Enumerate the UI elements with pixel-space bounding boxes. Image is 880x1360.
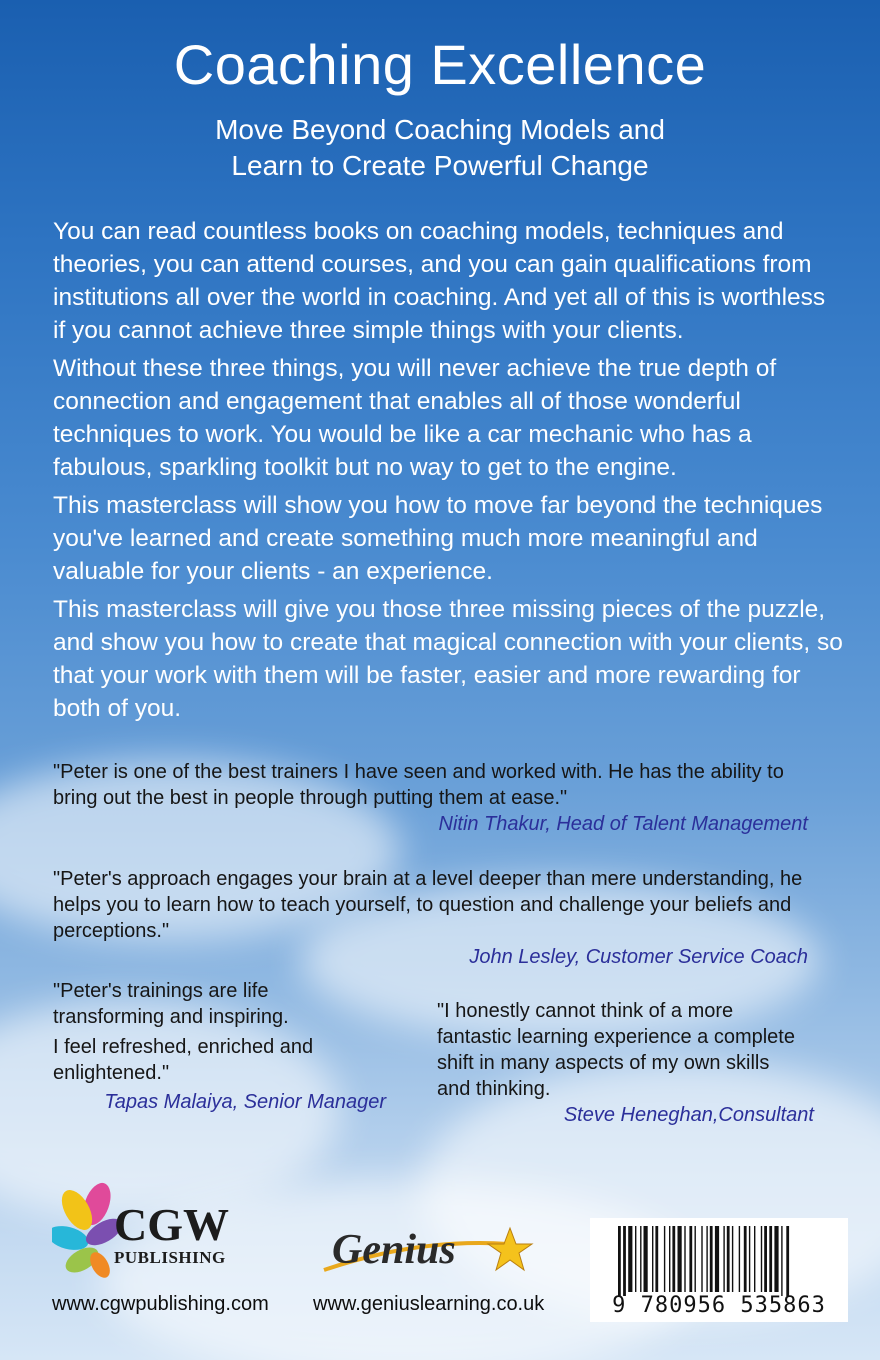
barcode-bar bbox=[781, 1226, 782, 1296]
description-paragraph: Without these three things, you will never achieve the true depth of connection and engagement that enables all of those wonderful techniques to work. You would be like a car mechanic who has a fabulous, sparkling toolkit but no way to get to the engine. bbox=[53, 355, 777, 481]
barcode-bars bbox=[618, 1226, 838, 1296]
flower-icon bbox=[52, 1180, 122, 1290]
barcode-bar bbox=[786, 1226, 789, 1296]
testimonial-quote: "I honestly cannot think of a more fantastic learning experience a complete shift in many aspects of my own skills and thinking. bbox=[437, 1000, 795, 1100]
cgw-logo-subtext: PUBLISHING bbox=[114, 1248, 226, 1267]
barcode-bar bbox=[706, 1226, 707, 1292]
barcode-bar bbox=[684, 1226, 685, 1292]
description-paragraph: This masterclass will show you how to move far beyond the techniques you've learned and create something much more meaningful and valuable for your clients - an experience. bbox=[53, 492, 823, 585]
barcode-bar bbox=[623, 1226, 626, 1296]
barcode-bar bbox=[689, 1226, 692, 1292]
publisher-url: www.cgwpublishing.com bbox=[52, 1293, 269, 1315]
barcode-bar bbox=[749, 1226, 750, 1292]
testimonial-attribution: John Lesley, Customer Service Coach bbox=[469, 946, 808, 968]
barcode-bar bbox=[732, 1226, 733, 1292]
testimonial-quote: I feel refreshed, enriched and enlightened." bbox=[53, 1036, 314, 1084]
isbn-number: 9 780956 535863 bbox=[612, 1293, 826, 1318]
book-title: Coaching Excellence bbox=[173, 33, 707, 96]
barcode-bar bbox=[739, 1226, 740, 1292]
isbn-barcode bbox=[590, 1218, 848, 1322]
barcode-bar bbox=[701, 1226, 702, 1292]
description-paragraph: You can read countless books on coaching models, techniques and theories, you can attend courses, and you can gain qualifications from institutions all over the world in coaching. And yet all of this is worthless if you cannot achieve three simple things with your clients. bbox=[53, 218, 826, 344]
description-paragraph: This masterclass will give you those three missing pieces of the puzzle, and show you how to create that magical connection with your clients, so that your work with them will be faster, easier and more rewarding for both of you. bbox=[53, 596, 843, 722]
barcode-bar bbox=[678, 1226, 682, 1292]
barcode-bar bbox=[769, 1226, 772, 1292]
testimonial-attribution: Tapas Malaiya, Senior Manager bbox=[104, 1091, 386, 1113]
barcode-bar bbox=[640, 1226, 641, 1292]
subtitle-line-2: Learn to Create Powerful Change bbox=[231, 150, 649, 181]
barcode-bar bbox=[710, 1226, 713, 1292]
testimonial-attribution: Steve Heneghan,Consultant bbox=[563, 1104, 814, 1126]
partner-url: www.geniuslearning.co.uk bbox=[313, 1293, 545, 1315]
barcode-bar bbox=[672, 1226, 675, 1292]
barcode-bar bbox=[655, 1226, 658, 1292]
cgw-publishing-logo bbox=[52, 1180, 242, 1290]
testimonial-block bbox=[53, 978, 373, 1086]
testimonial-quote: "Peter's trainings are life transforming and inspiring. bbox=[53, 980, 289, 1028]
barcode-bar bbox=[695, 1226, 696, 1292]
barcode-bar bbox=[764, 1226, 767, 1292]
barcode-bar bbox=[761, 1226, 762, 1292]
barcode-bar bbox=[618, 1226, 621, 1296]
cgw-logo-text: CGW bbox=[114, 1199, 229, 1250]
barcode-bar bbox=[754, 1226, 755, 1292]
barcode-bar bbox=[628, 1226, 632, 1292]
subtitle-line-1: Move Beyond Coaching Models and bbox=[215, 114, 665, 145]
barcode-bar bbox=[652, 1226, 653, 1292]
barcode-bar bbox=[723, 1226, 724, 1292]
barcode-bar bbox=[744, 1226, 747, 1292]
barcode-bar bbox=[669, 1226, 670, 1292]
genius-logo bbox=[318, 1218, 538, 1288]
barcode-bar bbox=[715, 1226, 719, 1292]
barcode-bar bbox=[774, 1226, 778, 1292]
barcode-bar bbox=[664, 1226, 665, 1292]
barcode-bar bbox=[635, 1226, 636, 1292]
testimonial-quote: "Peter's approach engages your brain at a level deeper than mere understanding, he helps you to learn how to teach yourself, to question and challenge your beliefs and perceptions." bbox=[53, 868, 803, 942]
testimonial-attribution: Nitin Thakur, Head of Talent Management bbox=[438, 813, 808, 835]
barcode-bar bbox=[727, 1226, 730, 1292]
testimonial-quote: "Peter is one of the best trainers I have seen and worked with. He has the ability to bring out the best in people through putting them at ease." bbox=[53, 761, 784, 809]
genius-logo-text: Genius bbox=[332, 1227, 456, 1273]
barcode-bar bbox=[644, 1226, 648, 1292]
